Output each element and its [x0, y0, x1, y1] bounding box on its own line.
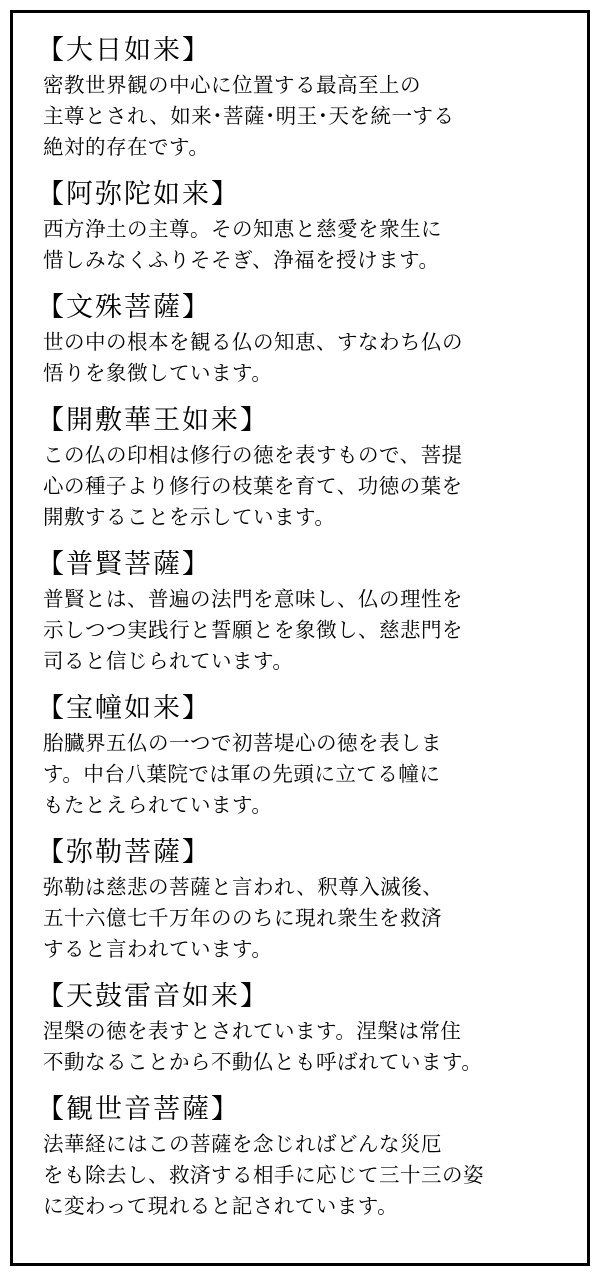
entry-amida-nyorai [37, 177, 573, 276]
entry-tenkuraion-nyorai [37, 979, 573, 1078]
entry-hodo-nyorai [37, 691, 573, 821]
entry-title: 【開敷華王如来】 [37, 405, 269, 436]
entry-fugen-bosatsu [37, 547, 573, 677]
entry-description: 普賢とは、普遍の法門を意味し、仏の理性を 示しつつ実践行と誓願とを象徴し、慈悲門を 司ると信じられています。 [43, 587, 463, 673]
entry-title: 【阿弥陀如来】 [37, 179, 240, 210]
entry-title: 【弥勒菩薩】 [37, 837, 211, 868]
document-frame [10, 10, 590, 1266]
entry-monju-bosatsu [37, 290, 573, 389]
entry-description: 世の中の根本を観る仏の知恵、すなわち仏の 悟りを象徴しています。 [43, 330, 463, 385]
entry-description: 弥勒は慈悲の菩薩と言われ、釈尊入滅後、 五十六億七千万年ののちに現れ衆生を救済 すると言われています。 [43, 875, 444, 961]
entry-description: 密教世界観の中心に位置する最高至上の 主尊とされ、如来･菩薩･明王･天を統一する 絶対的存在です。 [43, 73, 455, 159]
entry-dainichi-nyorai [37, 33, 573, 163]
entry-kaifukeo-nyorai [37, 403, 573, 533]
entry-description: 西方浄土の主尊。その知恵と慈愛を衆生に 惜しみなくふりそそぎ、浄福を授けます。 [43, 217, 442, 272]
entry-title: 【観世音菩薩】 [37, 1094, 240, 1125]
entry-description: この仏の印相は修行の徳を表すもので、菩提 心の種子より修行の枝葉を育て、功徳の葉を 開敷することを示しています。 [43, 443, 463, 529]
entry-title: 【普賢菩薩】 [37, 549, 211, 580]
entry-description: 胎臓界五仏の一つで初菩堤心の徳を表しま す。中台八葉院では軍の先頭に立てる幢に もたとえられています。 [43, 731, 442, 817]
entry-description: 涅槃の徳を表すとされています。涅槃は常住 不動なることから不動仏とも呼ばれています。 [43, 1019, 483, 1074]
entry-miroku-bosatsu [37, 835, 573, 965]
entry-list [37, 33, 573, 1222]
entry-title: 【宝幢如来】 [37, 693, 211, 724]
entry-title: 【大日如来】 [37, 35, 211, 66]
entry-title: 【天鼓雷音如来】 [37, 981, 269, 1012]
entry-title: 【文殊菩薩】 [37, 292, 211, 323]
entry-kanzeon-bosatsu [37, 1092, 573, 1222]
entry-description: 法華経にはこの菩薩を念じればどんな災厄 をも除去し、救済する相手に応じて三十三の姿 に変わって現れると記されています。 [43, 1132, 484, 1218]
